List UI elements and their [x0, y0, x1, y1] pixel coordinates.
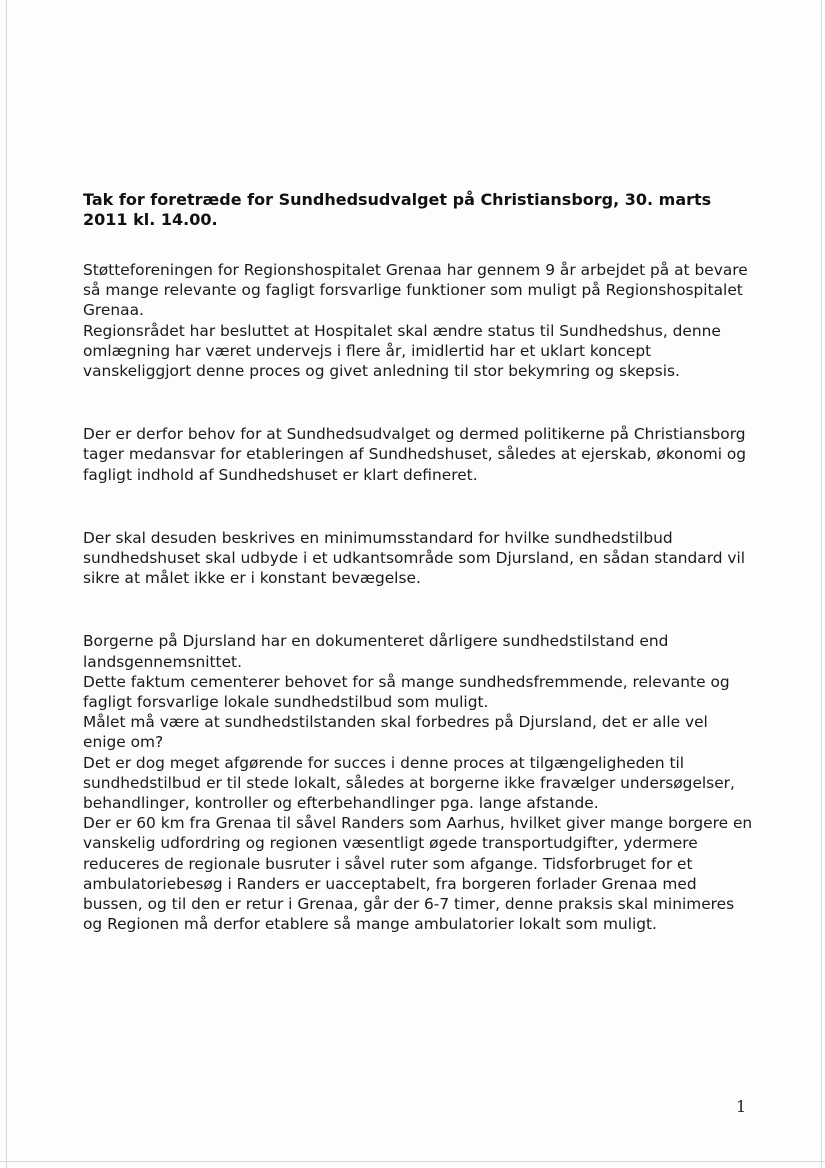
paragraph-fact-cements: Dette faktum cementerer behovet for så mange sundhedsfremmende, relevante og fagligt forsvarlige lokale sundhedstilbud som muligt. — [83, 672, 730, 712]
paragraph-health-status: Borgerne på Djursland har en dokumenteret dårligere sundhedstilstand end landsgennemsnittet. — [83, 632, 669, 671]
paragraph-goal: Målet må være at sundhedstilstanden skal forbedres på Djursland, det er alle vel enige om? — [83, 713, 708, 752]
scan-edge-right — [821, 0, 822, 1168]
document-body — [83, 190, 755, 934]
scan-edge-bottom — [0, 1161, 825, 1162]
paragraph-support-association: Støtteforeningen for Regionshospitalet Grenaa har gennem 9 år arbejdet på at bevare så mange relevante og fagligt forsvarlige funktioner som muligt på Regionshospitalet Grenaa. — [83, 261, 748, 320]
paragraph-accessibility: Det er dog meget afgørende for succes i denne proces at tilgængeligheden til sundhedstilbud er til stede lokalt, således at borgerne ikke fravælger undersøgelser, behandlinger, kontroller og efterbehandlinger pga. lange afstande. — [83, 753, 735, 813]
page-number: 1 — [736, 1097, 747, 1116]
paragraph-regional-council: Regionsrådet har besluttet at Hospitalet skal ændre status til Sundhedshus, denne omlægning har været undervejs i flere år, imidlertid har et uklart koncept vanskeliggjort denne proces og givet anledning til stor bekymring og skepsis. — [83, 321, 721, 381]
scan-edge-left — [6, 0, 7, 1168]
paragraph-minimum-standard: Der skal desuden beskrives en minimumsstandard for hvilke sundhedstilbud sundhedshuset skal udbyde i et udkantsområde som Djursland, en sådan standard vil sikre at målet ikke er i konstant bevægelse. — [83, 528, 746, 588]
document-title: Tak for foretræde for Sundhedsudvalget på Christiansborg, 30. marts 2011 kl. 14.00. — [83, 190, 712, 229]
paragraph-distance-transport: Der er 60 km fra Grenaa til såvel Randers som Aarhus, hvilket giver mange borgere en vanskelig udfordring og regionen væsentligt øgede transportudgifter, ydermere reduceres de regionale busruter i såvel ruter som afgange. Tidsforbruget for et ambulatoriebesøg i Randers er uacceptabelt, fra borgeren forlader Grenaa med bussen, og til den er retur i Grenaa, går der 6-7 timer, denne praksis skal minimeres og Regionen må derfor etablere så mange ambulatorier lokalt som muligt. — [83, 814, 753, 934]
paragraph-need-for-coresponsibility: Der er derfor behov for at Sundhedsudvalget og dermed politikerne på Christiansborg tager medansvar for etableringen af Sundhedshuset, således at ejerskab, økonomi og fagligt indhold af Sundhedshuset er klart defineret. — [83, 425, 747, 484]
